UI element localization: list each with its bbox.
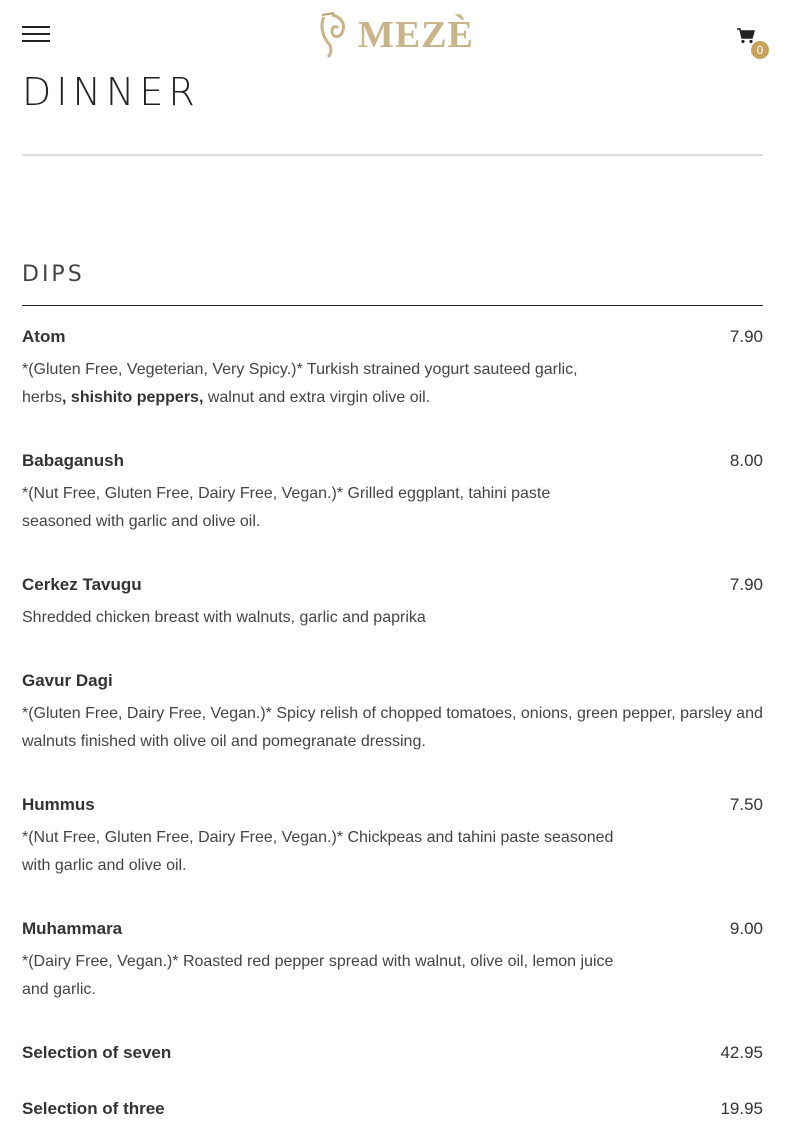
menu-item (22, 786, 763, 880)
divider (22, 305, 763, 306)
logo-mark-icon (318, 11, 350, 59)
menu-item-description: Shredded chicken breast with walnuts, garlic and paprika (22, 609, 426, 626)
menu-item-price: 7.90 (729, 575, 763, 594)
menu-item-name: Cerkez Tavugu (22, 575, 142, 594)
menu-item-description: *(Nut Free, Gluten Free, Dairy Free, Vegan.)* Chickpeas and tahini paste seasoned with garlic and olive oil. (22, 829, 614, 874)
menu-item-description: *(Nut Free, Gluten Free, Dairy Free, Vegan.)* Grilled eggplant, tahini paste seasoned with garlic and olive oil. (22, 485, 551, 530)
menu-icon[interactable] (22, 26, 50, 46)
menu-item-price: 9.00 (729, 919, 763, 938)
menu-item-name: Gavur Dagi (22, 671, 113, 690)
menu-item-price: 7.50 (729, 795, 763, 814)
menu-item (22, 662, 763, 756)
cart-button[interactable] (735, 26, 771, 62)
menu-item-name: Atom (22, 327, 66, 346)
menu-item-description: *(Gluten Free, Dairy Free, Vegan.)* Spicy relish of chopped tomatoes, onions, green pepper, parsley and walnuts finished with olive oil and pomegranate dressing. (22, 705, 763, 750)
menu-item (22, 910, 763, 1004)
menu-item-name: Muhammara (22, 919, 123, 938)
menu-item-description: *(Dairy Free, Vegan.)* Roasted red pepper spread with walnut, olive oil, lemon juice and garlic. (22, 953, 614, 998)
logo-text: MEZÈ (358, 14, 474, 56)
menu-items-list (22, 318, 763, 1126)
menu-item (22, 318, 763, 412)
menu-item-price: 19.95 (720, 1099, 763, 1118)
divider (22, 154, 763, 156)
menu-item-price: 42.95 (720, 1043, 763, 1062)
page-title: DINNER (22, 70, 200, 114)
menu-item-price: 8.00 (729, 451, 763, 470)
menu-item (22, 1090, 763, 1126)
logo[interactable] (318, 10, 474, 60)
shopping-cart-icon (737, 28, 755, 44)
section-title: DIPS (22, 262, 85, 287)
menu-item (22, 566, 763, 632)
menu-item-name: Selection of seven (22, 1043, 172, 1062)
cart-count-badge: 0 (751, 41, 769, 59)
menu-item (22, 442, 763, 536)
menu-item-name: Hummus (22, 795, 95, 814)
menu-item (22, 1034, 763, 1072)
site-header (0, 0, 785, 70)
menu-item-description: *(Gluten Free, Vegeterian, Very Spicy.)* Turkish strained yogurt sauteed garlic, herbs, shishito peppers, walnut and extra virgin olive oil. (22, 361, 578, 406)
menu-item-name: Babaganush (22, 451, 125, 470)
menu-item-price: 7.90 (729, 327, 763, 346)
menu-item-name: Selection of three (22, 1099, 165, 1118)
